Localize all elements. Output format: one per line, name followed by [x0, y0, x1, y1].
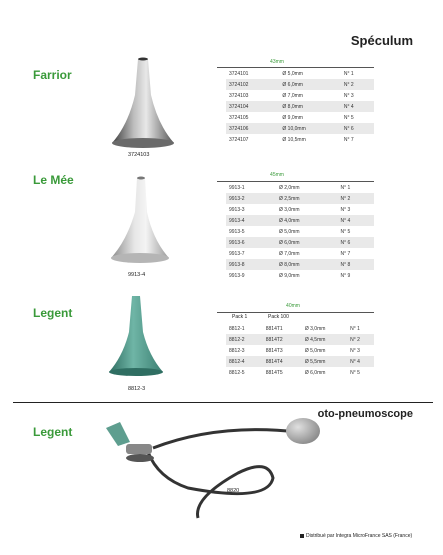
table-row — [226, 101, 374, 112]
footer-distributor: Distribué par Integra MicroFrance SAS (France) — [300, 533, 412, 539]
table-cell: N° 9 — [340, 272, 351, 279]
table-cell: N° 2 — [337, 193, 374, 204]
table-row — [226, 215, 374, 226]
table-cell: 3724103 — [229, 92, 249, 99]
table-cell: Ø 9,0mm — [278, 272, 300, 279]
table-cell: 3724104 — [226, 101, 279, 112]
table-cell: 9913-4 — [226, 215, 276, 226]
table-cell: N° 2 — [347, 334, 374, 345]
table-cell: 8812-4 — [226, 356, 263, 367]
table-cell: N° 7 — [343, 136, 354, 143]
table-row — [226, 226, 374, 237]
farrior-speculum-image — [108, 55, 178, 155]
legent-col-pack1: Pack 1 — [232, 314, 248, 320]
table-cell: 8812-3 — [229, 347, 245, 354]
table-row — [226, 237, 374, 248]
legent-col-pack100: Pack 100 — [268, 314, 289, 320]
table-row — [226, 367, 374, 378]
table-cell: 8812-5 — [229, 369, 245, 376]
table-row — [226, 334, 374, 345]
table-cell: Ø 5,0mm — [304, 347, 326, 354]
table-cell: N° 6 — [341, 123, 374, 134]
table-cell: Ø 2,0mm — [278, 184, 300, 191]
legent-table-header: 40mm — [286, 303, 300, 309]
table-cell: N° 3 — [343, 92, 354, 99]
table-cell: 8814T1 — [265, 325, 283, 332]
table-row — [226, 112, 374, 123]
oto-brand-label: Legent — [33, 425, 73, 439]
oto-caption: 8820 — [227, 488, 240, 494]
table-cell: 8814T2 — [263, 334, 302, 345]
table-row — [226, 248, 374, 259]
oto-pneumoscope-image — [98, 418, 348, 528]
table-cell: 9913-5 — [229, 228, 245, 235]
table-cell: Ø 5,0mm — [278, 228, 300, 235]
table-cell: Ø 7,0mm — [278, 250, 300, 257]
table-cell: Ø 6,0mm — [276, 237, 338, 248]
table-cell: 9913-1 — [229, 184, 245, 191]
table-cell: N° 1 — [340, 184, 351, 191]
table-cell: 8814T5 — [265, 369, 283, 376]
table-cell: Ø 3,0mm — [304, 325, 326, 332]
table-cell: 9913-7 — [229, 250, 245, 257]
table-cell: N° 5 — [343, 114, 354, 121]
table-cell: 9913-9 — [229, 272, 245, 279]
table-cell: Ø 7,0mm — [282, 92, 303, 99]
table-cell: 9913-3 — [229, 206, 245, 213]
table-cell: Ø 3,0mm — [278, 206, 300, 213]
table-row — [226, 134, 374, 145]
table-row — [226, 123, 374, 134]
table-cell: N° 3 — [350, 347, 360, 354]
farrior-caption: 3724103 — [128, 152, 150, 158]
table-cell: 8814T4 — [263, 356, 302, 367]
table-cell: 8814T3 — [265, 347, 283, 354]
table-cell: N° 4 — [337, 215, 374, 226]
table-cell: 3724101 — [229, 70, 249, 77]
lemee-speculum-image — [105, 172, 177, 272]
table-row — [226, 193, 374, 204]
legent-table-rule — [217, 312, 374, 313]
oto-section-title: oto-pneumoscope — [317, 408, 413, 420]
table-cell: 3724107 — [229, 136, 249, 143]
table-cell: 3724102 — [226, 79, 279, 90]
table-cell: N° 2 — [341, 79, 374, 90]
legent-table — [226, 323, 374, 378]
table-cell: Ø 4,0mm — [276, 215, 338, 226]
lemee-table-header: 45mm — [270, 172, 284, 178]
table-cell: Ø 10,5mm — [282, 136, 306, 143]
table-cell: 3724106 — [226, 123, 279, 134]
farrior-table — [226, 68, 374, 145]
table-cell: 9913-6 — [226, 237, 276, 248]
table-row — [226, 90, 374, 101]
table-cell: Ø 9,0mm — [282, 114, 303, 121]
speculum-section-title: Spéculum — [350, 33, 413, 48]
table-cell: 8812-2 — [226, 334, 263, 345]
legent-caption: 8812-3 — [128, 386, 146, 392]
table-row — [226, 68, 374, 79]
table-cell: N° 6 — [337, 237, 374, 248]
lemee-caption: 9913-4 — [128, 272, 146, 278]
table-row — [226, 356, 374, 367]
table-cell: N° 1 — [343, 70, 354, 77]
table-row — [226, 204, 374, 215]
table-cell: Ø 2,5mm — [276, 193, 338, 204]
table-cell: N° 1 — [350, 325, 360, 332]
section-divider — [13, 402, 433, 403]
table-cell: Ø 6,0mm — [304, 369, 326, 376]
table-cell: Ø 5,5mm — [302, 356, 347, 367]
table-row — [226, 79, 374, 90]
table-row — [226, 345, 374, 356]
table-cell: N° 4 — [347, 356, 374, 367]
table-cell: Ø 10,0mm — [279, 123, 341, 134]
table-cell: 9913-2 — [226, 193, 276, 204]
lemee-brand-label: Le Mée — [33, 173, 74, 187]
lemee-table — [226, 182, 374, 281]
table-cell: Ø 8,0mm — [276, 259, 338, 270]
table-cell: 8812-1 — [229, 325, 245, 332]
table-cell: 3724105 — [229, 114, 249, 121]
table-cell: N° 5 — [340, 228, 351, 235]
table-cell: N° 8 — [337, 259, 374, 270]
table-cell: Ø 5,0mm — [282, 70, 303, 77]
table-cell: Ø 4,5mm — [302, 334, 347, 345]
table-cell: N° 5 — [350, 369, 360, 376]
table-cell: 9913-8 — [226, 259, 276, 270]
farrior-table-header: 43mm — [270, 59, 284, 65]
table-row — [226, 259, 374, 270]
table-cell: N° 4 — [341, 101, 374, 112]
table-cell: N° 7 — [340, 250, 351, 257]
legent-speculum-image — [105, 292, 167, 384]
table-cell: Ø 8,0mm — [279, 101, 341, 112]
table-row — [226, 323, 374, 334]
table-cell: Ø 6,0mm — [279, 79, 341, 90]
table-row — [226, 182, 374, 193]
farrior-brand-label: Farrior — [33, 68, 72, 82]
table-row — [226, 270, 374, 281]
distributor-logo-icon — [300, 534, 304, 538]
legent-brand-label: Legent — [33, 306, 73, 320]
table-cell: N° 3 — [340, 206, 351, 213]
